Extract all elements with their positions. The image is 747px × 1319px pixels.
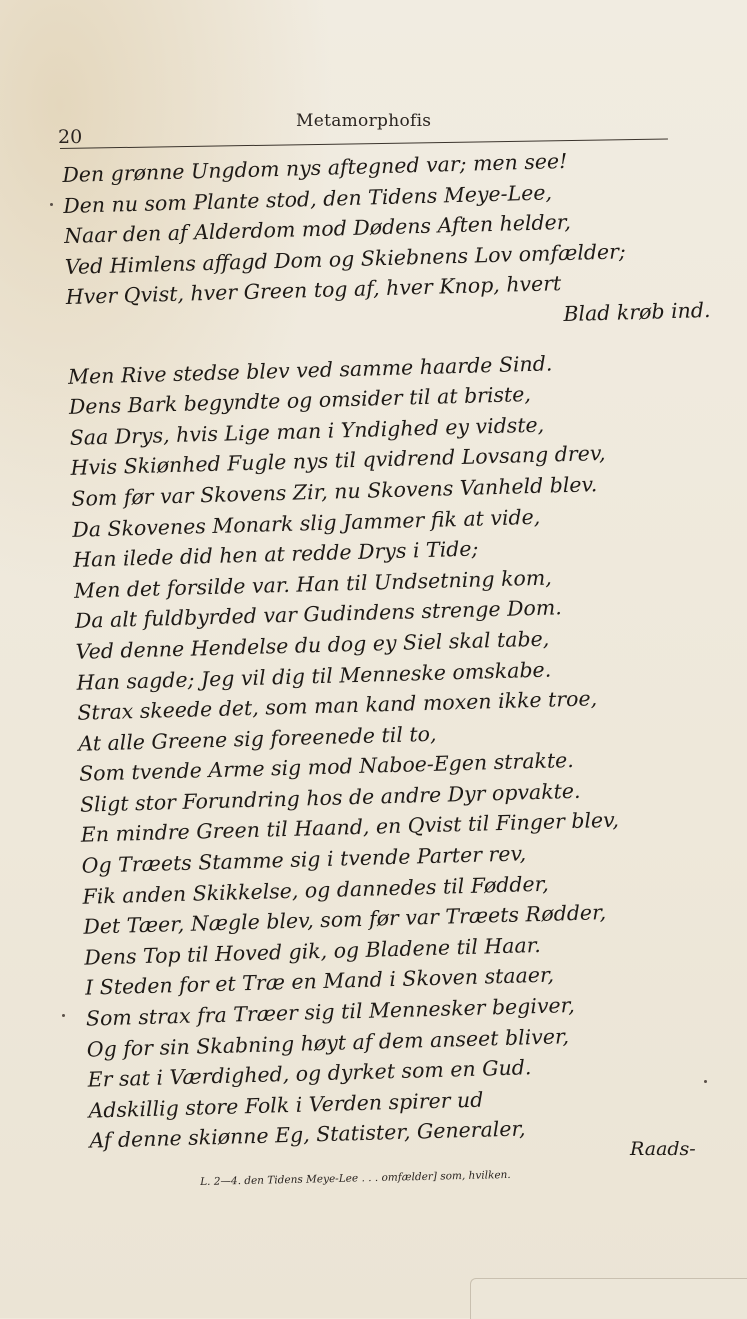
verse-line: Ved denne Hendelse du dog ey Siel skal tabe, — [75, 626, 550, 664]
footnote: L. 2—4. den Tidens Meye-Lee . . . omfælder] som, hvilken. — [200, 1168, 511, 1188]
verse-line: Da Skovenes Monark slig Jammer fik at vide, — [71, 504, 541, 542]
verse-line: Som tvende Arme sig mod Naboe-Egen strakte. — [78, 748, 575, 787]
ink-speck — [62, 1014, 65, 1017]
verse-line: Dens Bark begyndte og omsider til at briste, — [68, 382, 532, 420]
verse-line: Det Tæer, Nægle blev, som før var Træets Rødder, — [83, 900, 607, 939]
verse-line: Hver Qvist, hver Green tog af, hver Knop, hvert — [65, 271, 562, 310]
verse-line: Han sagde; Jeg vil dig til Menneske omskabe. — [76, 657, 552, 695]
verse-line: Saa Drys, hvis Lige man i Yndighed ey vidste, — [69, 412, 545, 450]
verse-line-continuation: Blad krøb ind. — [563, 297, 711, 327]
verse-line: Som før var Skovens Zir, nu Skovens Vanheld blev. — [71, 472, 598, 511]
verse-line: Som strax fra Træer sig til Mennesker begiver, — [85, 993, 575, 1031]
verse-line: Den grønne Ungdom nys aftegned var; men see! — [62, 148, 568, 187]
verse-line: En mindre Green til Haand, en Qvist til Finger blev, — [80, 808, 620, 848]
verse-line: Da alt fuldbyrded var Gudindens strenge Dom. — [74, 595, 563, 634]
verse-line: Naar den af Alderdom mod Dødens Aften helder, — [63, 210, 572, 249]
verse-line: Og for sin Skabning høyt af dem anseet bliver, — [86, 1023, 570, 1062]
ink-speck — [50, 203, 53, 206]
verse-line: Dens Top til Hoved gik, og Bladene til Haar. — [83, 932, 542, 970]
poem-text — [62, 142, 747, 1157]
verse-line: I Steden for et Træ en Mand i Skoven staaer, — [84, 963, 555, 1001]
verse-line: Fik anden Skikkelse, og dannedes til Fødder, — [82, 871, 549, 909]
verse-line: Og Træets Stamme sig i tvende Parter rev, — [81, 841, 527, 878]
verse-line: Hvis Skiønhed Fugle nys til qvidrend Lovsang drev, — [70, 441, 606, 481]
verse-line: Strax skeede det, som man kand moxen ikke troe, — [77, 686, 598, 725]
verse-line: Er sat i Værdighed, og dyrket som en Gud. — [87, 1055, 532, 1092]
verse-line: Ved Himlens affagd Dom og Skiebnens Lov omfælder; — [64, 239, 627, 279]
running-title: Metamorphofis — [296, 111, 432, 131]
verse-line: Den nu som Plante stod, den Tidens Meye-Lee, — [62, 179, 553, 218]
ink-speck — [704, 1080, 707, 1083]
verse-line: Adskillig store Folk i Verden spirer ud — [88, 1087, 484, 1123]
verse-line: Sligt stor Forundring hos de andre Dyr opvakte. — [79, 778, 581, 817]
page-number: 20 — [58, 126, 83, 148]
verse-line: At alle Greene sig foreenede til to, — [77, 721, 437, 756]
catchword: Raads- — [630, 1138, 696, 1160]
verse-line: Men det forsilde var. Han til Undsetning kom, — [73, 565, 553, 603]
verse-line: Han ilede did hen at redde Drys i Tide; — [72, 536, 479, 572]
next-page-edge — [470, 1278, 747, 1319]
verse-line: Af denne skiønne Eg, Statister, Generaler, — [89, 1116, 526, 1154]
verse-line: Men Rive stedse blev ved samme haarde Sind. — [67, 350, 553, 389]
